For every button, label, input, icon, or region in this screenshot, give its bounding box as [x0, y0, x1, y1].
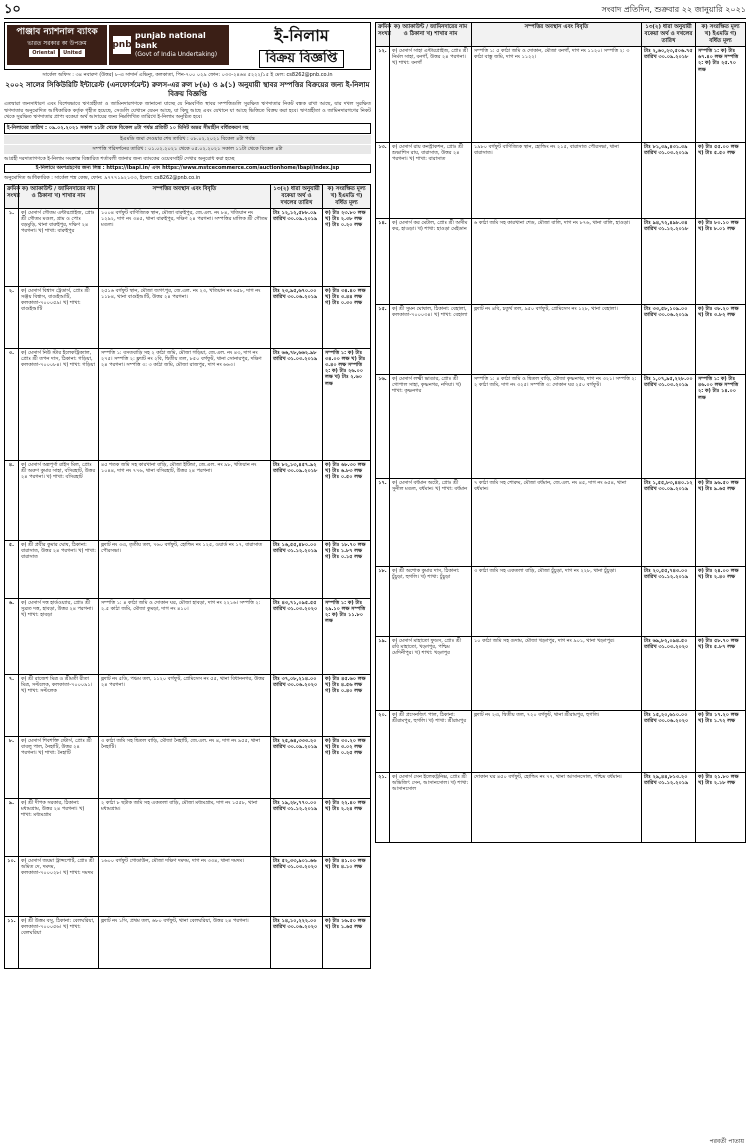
header-property: সম্পত্তির অবস্থান এবং বিবৃতি — [99, 184, 271, 208]
dateline: সংবাদ প্রতিদিন, শুক্রবার ২২ জানুয়ারি ২০২১ — [601, 4, 746, 14]
dues-cell: টাঃ ৪৩,৭১,০৯৫.৫৫ তারিখ ৩১.০৩.২০২০ — [271, 598, 323, 674]
serial-cell: ৭. — [5, 674, 19, 736]
dues-cell: টাঃ ৮১,৩৯,৪৩১.৩৯ তারিখ ৩১.০৩.২০১৯ — [642, 143, 696, 219]
reserve-cell: ক) টাঃ ৬৮.৩০ লক্ষ খ) টাঃ ৬.৮৩ লক্ষ গ) টাঃ ০.৫০ লক্ষ — [323, 460, 371, 540]
serial-cell: ২. — [5, 286, 19, 348]
party-cell: ক) শ্রী উত্তম বসু, ঠিকানা: বেলঘরিয়া, কলকাতা-৭০০০৫৬। খ) শাখা: বেলঘরিয়া — [19, 916, 99, 968]
header-property: সম্পত্তির অবস্থান এবং বিবৃতি — [472, 23, 642, 47]
dues-cell: টাঃ ৩৭,০৮,২১৪.০০ তারিখ ৩০.০৬.২০২০ — [271, 674, 323, 736]
table-row — [5, 856, 371, 916]
serial-cell: ১৭. — [376, 479, 390, 567]
inspection-date-line: সম্পত্তি পরিদর্শনের তারিখ : ০১.০২.২০২১ থেকে ০৫.০২.২০২১ সকাল ১১টা থেকে বিকেল ৪টা — [4, 145, 371, 154]
bank-logo-bengali — [7, 25, 107, 65]
party-cell: ক) শ্রী দীপক সরকার, ঠিকানা: মধ্যমগ্রাম, উত্তর ২৪ পরগনা। খ) শাখা: মধ্যমগ্রাম — [19, 798, 99, 856]
dues-cell: টাঃ ২,৬০,২৩,৫০৬.৭৫ তারিখ ৩০.০৯.২০১৮ — [642, 47, 696, 143]
auction-date-line: ই-নিলামের তারিখ : ০৯.০২.২০২১ সকাল ১১টা থেকে বিকেল ৪টা পর্যন্ত প্রতিটি ১০ মিনিট অন্তর সীমাহীন বর্ধিতকরণ সহ — [4, 123, 371, 134]
party-cell: ক) মেসার্স মাহাতো ফুডস, প্রোঃ শ্রী রবি মাহাতো, খড়্গপুর, পশ্চিম মেদিনীপুর। খ) শাখা: খড়্গপুর — [390, 637, 472, 711]
serial-cell: ১৪. — [376, 219, 390, 305]
property-cell: সম্পত্তি ১: ৪ কাঠা জমি ও দ্বিতল বাড়ি, মৌজা কৃষ্ণনগর, দাগ নং ৩২১। সম্পত্তি ২: ২ কাঠা জমি, দাগ নং ৩২৫। সম্পত্তি ৩: দোকান ঘর ২৫০ বর্গফুট। — [472, 375, 642, 479]
notice-title: ই-নিলাম — [274, 26, 329, 45]
reserve-cell: ক) টাঃ ৫৫.০০ লক্ষ খ) টাঃ ৫.৫০ লক্ষ — [696, 143, 746, 219]
emd-date-line: ইএমডি জমা দেওয়ার শেষ তারিখ : ০৮.০২.২০২১ বিকেল ৪টা পর্যন্ত — [4, 135, 371, 144]
party-cell: ক) শ্রী প্রসেনজিৎ পাল, ঠিকানা: শ্রীরামপুর, হুগলি। খ) শাখা: শ্রীরামপুর — [390, 711, 472, 773]
reserve-cell: ক) টাঃ ৪৫.৬০ লক্ষ খ) টাঃ ৪.৫৬ লক্ষ গ) টাঃ ০.৪০ লক্ষ — [323, 674, 371, 736]
party-cell: ক) মেসার্স লক্ষ্মী ভাণ্ডার, প্রোঃ শ্রী গোপাল সাহা, কৃষ্ণনগর, নদিয়া। খ) শাখা: কৃষ্ণনগর — [390, 375, 472, 479]
table-row — [376, 305, 746, 375]
dues-cell: টাঃ ৫২,৩৩,৯০১.৬৬ তারিখ ৩১.০৩.২০২০ — [271, 856, 323, 916]
dues-cell: টাঃ ৮২,১৩,৪৫৭.৯২ তারিখ ৩০.০৯.২০১৮ — [271, 460, 323, 540]
reserve-cell: ক) টাঃ ৪১.০০ লক্ষ খ) টাঃ ৪.১০ লক্ষ — [323, 856, 371, 916]
header-dues: ১৩(২) ধারা অনুযায়ী বকেয়া অর্থ ও দখলের তারিখ — [642, 23, 696, 47]
reserve-cell: ক) টাঃ ৩৮.২০ লক্ষ খ) টাঃ ৩.৮২ লক্ষ — [696, 305, 746, 375]
property-table-right — [375, 22, 746, 843]
reserve-cell: ক) টাঃ ৩৪.৪০ লক্ষ খ) টাঃ ৩.৪৪ লক্ষ গ) টাঃ ০.৩০ লক্ষ — [323, 286, 371, 348]
reserve-cell: ক) টাঃ ৯৬.৫০ লক্ষ খ) টাঃ ৯.৬৫ লক্ষ — [696, 479, 746, 567]
serial-cell: ১০. — [5, 856, 19, 916]
table-row — [376, 637, 746, 711]
header-party: ক) অ্যাকাউন্ট / জামিনদারের নাম ও ঠিকানা খ) শাখার নাম — [390, 23, 472, 47]
party-cell: ক) মেসার্স কর মেটাল, প্রোঃ শ্রী অসীম কর, হাওড়া। খ) শাখা: হাওড়া মেইডান — [390, 219, 472, 305]
contact-line: অনুমোদিত আধিকারিক : সার্কেল শস্ত্র কেন্দ্র, ফোন: ৯৭৭৭১৯২১৩৩, ইমেল: cs8262@pnb.co.in — [4, 175, 201, 181]
serial-cell: ১৫. — [376, 305, 390, 375]
table-header-row — [5, 184, 371, 208]
property-cell: ফ্ল্যাট নং ২এ, দ্বিতীয় তল, ৭২০ বর্গফুট, থানা শ্রীরামপুর, হুগলি। — [472, 711, 642, 773]
party-cell: ক) মেসার্স রায় কনস্ট্রাকশন, প্রোঃ শ্রী শুভাশিস রায়, বারাসাত, উত্তর ২৪ পরগনা। খ) শাখা: বারাসাত — [390, 143, 472, 219]
property-cell: ১৬০০ বর্গফুট গোডাউন, মৌজা দক্ষিণ দমদম, দাগ নং ৩৩৪, থানা দমদম। — [99, 856, 271, 916]
pnb-logo-icon: pnb — [113, 36, 131, 54]
table-row — [376, 773, 746, 843]
dues-cell: টাঃ ১২,১২,৫৮৮.০৯ তারিখ ৩০.০৯.২০১৯ — [271, 208, 323, 286]
dues-cell: টাঃ ২৯,৪৪,৮১৩.২০ তারিখ ৩১.১২.২০১৯ — [642, 773, 696, 843]
property-cell: ১০০৪ বর্গফুট বাণিজ্যিক স্থান, মৌজা বারুইপুর, জে.এল. নং ৮৪, খতিয়ান নং ১২৯২, দাগ নং ৩৪৫, থানা বারুইপুর, দক্ষিণ ২৪ পরগনা। সম্পত্তির মালিক শ্রী গৌতম মণ্ডল। — [99, 208, 271, 286]
table-row — [5, 916, 371, 968]
dues-cell: টাঃ ৬৬,৭৮,৬৬২.৯৮ তারিখ ৩১.০৩.২০১৯ — [271, 348, 323, 460]
property-cell: ৭ কাঠা জমি সহ শোরুম, মৌজা বর্ধমান, জে.এল. নং ৪৫, দাগ নং ৬৫৪, থানা বর্ধমান। — [472, 479, 642, 567]
property-cell: ১০ কাঠা জমি সহ গুদাম, মৌজা খড়্গপুর, দাগ নং ৯০১, থানা খড়্গপুর। — [472, 637, 642, 711]
party-cell: ক) মেসার্স বিশ্বাস ট্রেডার্স, প্রোঃ শ্রী সঞ্জয় বিশ্বাস, বাগুইআটি, কলকাতা-৭০০০৫৯। খ) শাখা: বাগুইআটি — [19, 286, 99, 348]
dues-cell: টাঃ ১৫,২০,৬১০.০০ তারিখ ৩০.০৬.২০২০ — [642, 711, 696, 773]
reserve-cell: ক) টাঃ ২২.৪০ লক্ষ খ) টাঃ ২.২৪ লক্ষ — [323, 798, 371, 856]
property-cell: দোকান ঘর ৪৫০ বর্গফুট, হোল্ডিং নং ৭৭, থানা আসানসোল, পশ্চিম বর্ধমান। — [472, 773, 642, 843]
notice-title-box — [235, 25, 368, 65]
notice-subtitle: বিক্রয় বিজ্ঞপ্তি — [259, 50, 345, 68]
party-cell: ক) মেসার্স দত্ত হার্ডওয়্যার, প্রোঃ শ্রী সুব্রত দত্ত, হাবড়া, উত্তর ২৪ পরগনা। খ) শাখা: হাবড়া — [19, 598, 99, 674]
serial-cell: ৮. — [5, 736, 19, 798]
party-cell: ক) শ্রী রাজেশ মিত্র ও শ্রীমতী রীতা মিত্র, সল্টলেক, কলকাতা-৭০০০৯১। খ) শাখা: সল্টলেক — [19, 674, 99, 736]
bank-tagline-english: (Govt of India Undertaking) — [135, 51, 218, 58]
reserve-cell: ক) টাঃ ২১.৮০ লক্ষ খ) টাঃ ২.১৮ লক্ষ — [696, 773, 746, 843]
serial-cell: ১৯. — [376, 637, 390, 711]
circle-office-address: সার্কেল অফিস : ৩৪ নবারুণ (উত্তর) ৮-এ সাদার্ন এভিন্যু, কলকাতা, পিন-৭০০ ০২৯ ফোন: ০৩৩-২৪৬৪ ৫২২২/১৫ ই মেল: cs8262@pnb.co.in — [42, 72, 333, 78]
header-serial: ক্রমিক সংখ্যা — [376, 23, 390, 47]
dues-cell: টাঃ ৯৪,৭২,৪৯৮.৩৪ তারিখ ৩১.১২.২০১৮ — [642, 219, 696, 305]
party-cell: ক) শ্রী প্রবীর কুমার ঘোষ, ঠিকানা: বারাসাত, উত্তর ২৪ পরগনা। খ) শাখা: বারাসাত — [19, 540, 99, 598]
table-row — [5, 674, 371, 736]
serial-cell: ৬. — [5, 598, 19, 674]
table-row — [5, 460, 371, 540]
property-cell: সম্পত্তি ১: ৫ কাঠা জমি ও দোকান, মৌজা বনগাঁ, দাগ নং ১১২০। সম্পত্তি ২: ৩ কাঠা বাস্তু জমি, দাগ নং ১১২২। — [472, 47, 642, 143]
serial-cell: ১১. — [5, 916, 19, 968]
serial-cell: ১৮. — [376, 567, 390, 637]
bank-name-bengali: পাঞ্জাব ন্যাশনাল ব্যাংক — [16, 27, 98, 37]
bank-name-english: punjab national bank — [135, 31, 206, 50]
table-row — [5, 540, 371, 598]
reserve-cell: সম্পত্তি ১: ক) টাঃ ২৯.১০ লক্ষ সম্পত্তি ২: ক) টাঃ ১১.৮০ লক্ষ — [323, 598, 371, 674]
party-cell: ক) মেসার্স সেন ইলেকট্রনিক্স, প্রোঃ শ্রী অভিজিৎ সেন, আসানসোল। খ) শাখা: আসানসোল — [390, 773, 472, 843]
bank-tagline-bengali: ভারত সরকার কা উপক্রম — [27, 40, 87, 47]
dues-cell: টাঃ ১,০৭,৯৫,২২৮.০০ তারিখ ৩১.০৩.২০১৯ — [642, 375, 696, 479]
property-cell: ৬ কাঠা জমি সহ কারখানা শেড, মৌজা বালি, দাগ নং ৮৭৬, থানা বালি, হাওড়া। — [472, 219, 642, 305]
property-cell: ১৯৮০ বর্গফুট বাণিজ্যিক স্থান, হোল্ডিং নং ২১৫, বারাসাত পৌরসভা, থানা বারাসাত। — [472, 143, 642, 219]
reserve-cell: ক) টাঃ ৫৮.৭০ লক্ষ খ) টাঃ ৫.৮৭ লক্ষ — [696, 637, 746, 711]
party-cell: ক) মেসার্স নিউ স্টার ইলেকট্রিক্যাল, প্রোঃ শ্রী তপন দাস, ঠিকানা: গড়িয়া, কলকাতা-৭০০০৮৪। খ) শাখা: গড়িয়া — [19, 348, 99, 460]
dues-cell: টাঃ ১,৫৫,৮৩,৪৪০.১২ তারিখ ৩০.০৯.২০১৯ — [642, 479, 696, 567]
reserve-cell: ক) টাঃ ৩০.২০ লক্ষ খ) টাঃ ৩.০২ লক্ষ গ) টাঃ ০.২৫ লক্ষ — [323, 736, 371, 798]
dues-cell: টাঃ ১৯,২৮,৭৭০.০০ তারিখ ৩১.১২.২০১৯ — [271, 798, 323, 856]
header-reserve: ক) সংরক্ষিত মূল্য খ) ইএমডি গ) বর্ধিত মূল্য — [323, 184, 371, 208]
table-row — [5, 736, 371, 798]
left-column — [4, 22, 371, 1138]
property-cell: সম্পত্তি ১: ৪ কাঠা জমি ও দোকান ঘর, মৌজা হাবড়া, দাগ নং ২২১৬। সম্পত্তি ২: ২.৫ কাঠা জমি, মৌজা কুমড়া, দাগ নং ৪১০। — [99, 598, 271, 674]
property-cell: ফ্ল্যাট নং ১সি, প্রথম তল, ৬৮০ বর্গফুট, থানা বেলঘরিয়া, উত্তর ২৪ পরগনা। — [99, 916, 271, 968]
serial-cell: ২১. — [376, 773, 390, 843]
serial-cell: ২০. — [376, 711, 390, 773]
reserve-cell: সম্পত্তি ১: ক) টাঃ ৬৭.৪০ লক্ষ সম্পত্তি ২: ক) টাঃ ২৫.৭০ লক্ষ — [696, 47, 746, 143]
table-header-row — [376, 23, 746, 47]
header-party: ক) অ্যাকাউন্ট / জামিনদারের নাম ও ঠিকানা খ) শাখার নাম — [19, 184, 99, 208]
notice-header — [4, 22, 371, 70]
page-number: ১০ — [4, 1, 21, 17]
serial-cell: ৯. — [5, 798, 19, 856]
table-row — [376, 47, 746, 143]
property-table-left — [4, 184, 371, 969]
property-cell: ফ্ল্যাট নং ৩এ, তৃতীয় তল, ৭৬০ বর্গফুট, হোল্ডিং নং ১২৫, ওয়ার্ড নং ১৭, বারাসাত পৌরসভা। — [99, 540, 271, 598]
party-cell: ক) শ্রী সুমন ঘোষাল, ঠিকানা: বেহালা, কলকাতা-৭০০০৩৪। খ) শাখা: বেহালা — [390, 305, 472, 375]
table-row — [376, 375, 746, 479]
merged-bank-chips — [7, 49, 107, 57]
table-row — [376, 143, 746, 219]
notice-body: এতদ্বারা জনসাধারণ এবং বিশেষভাবে ঋণগ্রহীতা ও জামিনদারগণকে জানানো যাচ্ছে যে নিম্নবর্ণিত স্থাবর সম্পত্তিগুলি সুরক্ষিত ঋণদাতার নিকট বন্ধক রাখা আছে, যার দখল সুরক্ষিত ঋণদাতার অনুমোদিত আধিকারিক কর্তৃক গৃহীত হয়েছে, সেগুলি যেখানে যেমন আছে, যা কিছু আছে এবং যেখানে যা আছে ভিত্তিতে বিক্রয় করা হবে। ঋণগ্রহীতা ও জামিনদারগণের নিকট থেকে সুরক্ষিত ঋণদাতার প্রাপ্য বকেয়া অর্থ আদায়ের জন্য নিম্নলিখিত তারিখে ই-নিলাম অনুষ্ঠিত হবে। — [4, 101, 371, 120]
serial-cell: ১৬. — [376, 375, 390, 479]
table-row — [376, 479, 746, 567]
table-row — [376, 219, 746, 305]
terms-line: আগ্রহী দরদাতাগণকে ই-নিলাম সংক্রান্ত বিস্তারিত শর্তাবলী জানার জন্য ব্যাংকের ওয়েবসাইট দেখার অনুরোধ করা হচ্ছে — [4, 155, 235, 162]
dues-cell: টাঃ ২৫,৬৪,৩৩৩.২০ তারিখ ৩০.০৯.২০১৯ — [271, 736, 323, 798]
reserve-cell: ক) টাঃ ১৮.৭০ লক্ষ খ) টাঃ ১.৮৭ লক্ষ গ) টাঃ ০.১৫ লক্ষ — [323, 540, 371, 598]
notice-heading: ২০০২ সালের সিকিউরিটি ইন্টারেস্ট (এনফোর্সমেন্ট) রুলস-এর রুল ৮(৬) ও ৯(১) অনুযায়ী স্থাবর সম্পত্তির বিক্রয়ের জন্য ই-নিলাম বিক্রয় বিজ্ঞপ্তি — [5, 81, 370, 98]
serial-cell: ৫. — [5, 540, 19, 598]
dues-cell: টাঃ ১৪,১০,২২২.০০ তারিখ ৩০.০৬.২০২০ — [271, 916, 323, 968]
reserve-cell: ক) টাঃ ২৪.০০ লক্ষ খ) টাঃ ২.৪০ লক্ষ — [696, 567, 746, 637]
chip-oriental: Oriental — [29, 49, 58, 57]
dues-cell: টাঃ ২০,৫৫,৭৪৩.০০ তারিখ ৩১.১২.২০১৯ — [642, 567, 696, 637]
property-cell: ২ কাঠা ৮ ছটাক জমি সহ একতলা বাড়ি, মৌজা মধ্যমগ্রাম, দাগ নং ১৫৫৮, থানা মধ্যমগ্রাম। — [99, 798, 271, 856]
property-cell: ফ্ল্যাট নং ৫ডি, পঞ্চম তল, ১১২০ বর্গফুট, প্রেমিসেস নং ৫৫, থানা বিধাননগর, উত্তর ২৪ পরগনা। — [99, 674, 271, 736]
table-row — [376, 567, 746, 637]
dues-cell: টাঃ ২৩,৯৫,৬৭০.০০ তারিখ ৩০.০৬.২০১৯ — [271, 286, 323, 348]
reserve-cell: ক) টাঃ ৮০.১০ লক্ষ খ) টাঃ ৮.০১ লক্ষ — [696, 219, 746, 305]
serial-cell: ১২. — [376, 47, 390, 143]
table-row — [5, 598, 371, 674]
continued-note: পরবর্তী পাতায় — [709, 1138, 744, 1145]
table-row — [376, 711, 746, 773]
dues-cell: টাঃ ১৬,৫৫,৪৮০.০০ তারিখ ৩১.১২.২০১৯ — [271, 540, 323, 598]
reserve-cell: সম্পত্তি ১: ক) টাঃ ৩৪.০০ লক্ষ খ) টাঃ ৩.৪০ লক্ষ সম্পত্তি ২: ক) টাঃ ২৬.০০ লক্ষ খ) টাঃ ২.৬০ লক্ষ — [323, 348, 371, 460]
property-cell: ফ্ল্যাট নং ৪বি, চতুর্থ তল, ৯৫০ বর্গফুট, প্রেমিসেস নং ১২৮, থানা বেহালা। — [472, 305, 642, 375]
party-cell: ক) শ্রী অশোক কুমার দাস, ঠিকানা: চুঁচুড়া, হুগলি। খ) শাখা: চুঁচুড়া — [390, 567, 472, 637]
header-reserve: ক) সংরক্ষিত মূল্য খ) ইএমডি গ) বর্ধিত মূল্য — [696, 23, 746, 47]
property-cell: ৩ কাঠা জমি সহ একতলা বাড়ি, মৌজা চুঁচুড়া, দাগ নং ২২৮, থানা চুঁচুড়া। — [472, 567, 642, 637]
table-row — [5, 798, 371, 856]
dues-cell: টাঃ ৩৩,৫৮,১০৯.০০ তারিখ ৩০.০৬.২০১৯ — [642, 305, 696, 375]
property-cell: সম্পত্তি ১: বসতবাড়ি সহ ২ কাঠা জমি, মৌজা গড়িয়া, জে.এল. নং ৪৩, দাগ নং ২৭৫। সম্পত্তি ২: ফ্ল্যাট নং ২বি, দ্বিতীয় তল, ৮৫০ বর্গফুট, থানা সোনারপুর, দক্ষিণ ২৪ পরগনা। সম্পত্তি ৩: ৩ কাঠা জমি, মৌজা রাজপুর, দাগ নং ৬৬৩। — [99, 348, 271, 460]
page-header-bar — [4, 2, 746, 19]
party-cell: ক) মেসার্স সাহা এন্টারপ্রাইজ, প্রোঃ শ্রী নির্মল সাহা, বনগাঁ, উত্তর ২৪ পরগনা। খ) শাখা: বনগাঁ — [390, 47, 472, 143]
auction-url-line: ই-নিলামে অংশগ্রহণের জন্য লিঙ্ক : https://ibapi.in/ এবং https://www.mstcecommerce.com/auctionhome/ibapi/index.jsp — [4, 164, 371, 173]
property-cell: ৩ কাঠা জমি সহ দ্বিতল বাড়ি, মৌজা নৈহাটি, জে.এল. নং ৪, দাগ নং ৯৫৫, থানা নৈহাটি। — [99, 736, 271, 798]
table-body-right — [376, 47, 746, 843]
serial-cell: ৩. — [5, 348, 19, 460]
header-serial: ক্রমিক সংখ্যা — [5, 184, 19, 208]
reserve-cell: ক) টাঃ ১৬.৫০ লক্ষ খ) টাঃ ১.৬৫ লক্ষ — [323, 916, 371, 968]
party-cell: ক) মেসার্স জয়মা ট্রান্সপোর্ট, প্রোঃ শ্রী অমিত দে, দমদম, কলকাতা-৭০০০২৮। খ) শাখা: দমদম — [19, 856, 99, 916]
dues-cell: টাঃ ৬৯,৮২,০৯৪.৫০ তারিখ ৩১.০৩.২০২০ — [642, 637, 696, 711]
property-cell: ২৫১৬ বর্গফুট স্থান, মৌজা জগৎপুর, জে.এল. নং ২৩, খতিয়ান নং ৬৫৮, দাগ নং ১১৮৪, থানা বাগুইআটি, উত্তর ২৪ পরগনা। — [99, 286, 271, 348]
party-cell: ক) মেসার্স বর্ধমান অটো, প্রোঃ শ্রী সুনীল মণ্ডল, বর্ধমান। খ) শাখা: বর্ধমান — [390, 479, 472, 567]
party-cell: ক) মেসার্স অন্নপূর্ণা রাইস মিল, প্রোঃ শ্রী অরুণ কুমার সাহা, বসিরহাট, উত্তর ২৪ পরগনা। খ) শাখা: বসিরহাট — [19, 460, 99, 540]
party-cell: ক) মেসার্স গৌতম এন্টারপ্রাইজ, প্রোঃ শ্রী গৌতম মণ্ডল, গ্রাম ও পোঃ বড়মুড়ি, থানা বারুইপুর, দক্ষিণ ২৪ পরগনা। খ) শাখা: বারুইপুর — [19, 208, 99, 286]
header-dues: ১৩(২) ধারা অনুযায়ী বকেয়া অর্থ ও দখলের তারিখ — [271, 184, 323, 208]
serial-cell: ১. — [5, 208, 19, 286]
reserve-cell: ক) টাঃ ২৩.৮০ লক্ষ খ) টাঃ ২.৩৮ লক্ষ গ) টাঃ ০.২০ লক্ষ — [323, 208, 371, 286]
right-column — [375, 22, 746, 1138]
table-row — [5, 286, 371, 348]
property-cell: ৪৫ শতক জমি সহ কারখানা বাড়ি, মৌজা ইটিন্ডা, জে.এল. নং ৯৮, খতিয়ান নং ১০৪৪, দাগ নং ৭৭৬, থানা বসিরহাট, উত্তর ২৪ পরগনা। — [99, 460, 271, 540]
table-row — [5, 208, 371, 286]
reserve-cell: ক) টাঃ ১৭.২০ লক্ষ খ) টাঃ ১.৭২ লক্ষ — [696, 711, 746, 773]
party-cell: ক) মেসার্স শিবশক্তি স্টোর্স, প্রোঃ শ্রী বাবলু পাল, নৈহাটি, উত্তর ২৪ পরগনা। খ) শাখা: নৈহাটি — [19, 736, 99, 798]
table-row — [5, 348, 371, 460]
bank-logo-english — [109, 25, 229, 65]
chip-united: United — [60, 49, 85, 57]
serial-cell: ১৩. — [376, 143, 390, 219]
serial-cell: ৪. — [5, 460, 19, 540]
table-body-left — [5, 208, 371, 968]
reserve-cell: সম্পত্তি ১: ক) টাঃ ৪৬.০০ লক্ষ সম্পত্তি ২: ক) টাঃ ১৪.০০ লক্ষ — [696, 375, 746, 479]
